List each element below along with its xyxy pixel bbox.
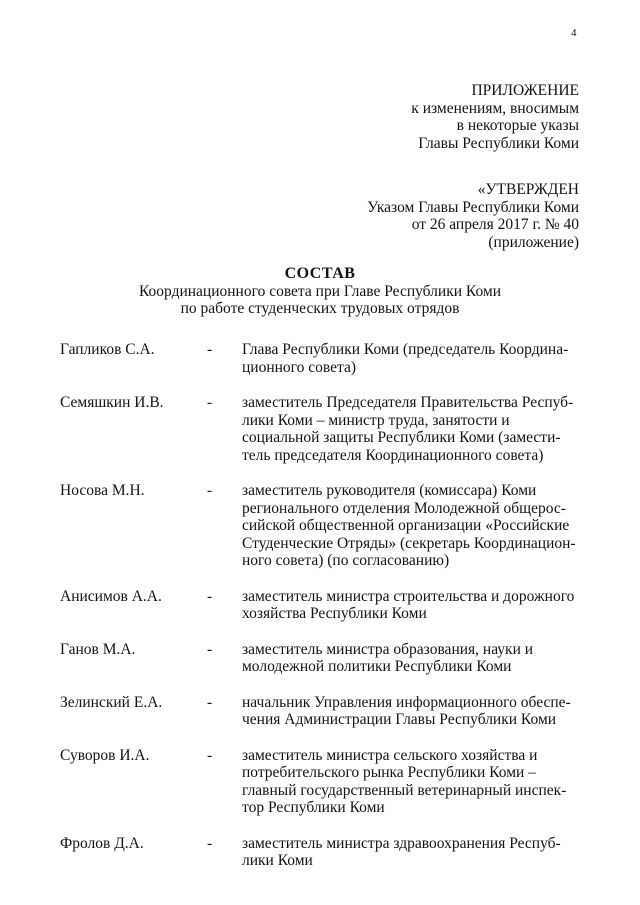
member-dash: -: [207, 640, 213, 658]
member-name: Носова М.Н.: [60, 482, 145, 499]
member-row: [60, 341, 578, 376]
appendix-heading: ПРИЛОЖЕНИЕ: [471, 82, 579, 99]
appendix-line: Главы Республики Коми: [418, 134, 579, 152]
document-title: СОСТАВ: [284, 265, 356, 282]
approved-line: (приложение): [488, 233, 579, 251]
member-name: Гапликов С.А.: [60, 341, 155, 358]
member-role-line: сийской общественной организации «Российские: [242, 517, 570, 534]
member-name: Фролов Д.А.: [60, 834, 144, 852]
approved-block: [367, 181, 579, 251]
member-dash: -: [207, 834, 213, 852]
member-row: [60, 641, 578, 676]
member-role-line: хозяйства Республики Коми: [242, 605, 427, 622]
approved-heading: «УТВЕРЖДЕН: [477, 181, 579, 198]
member-role: [242, 394, 578, 464]
member-role-line: ного совета) (по согласованию): [242, 552, 450, 569]
member-role-line: тор Республики Коми: [242, 799, 385, 816]
document-subtitle: Координационного совета при Главе Республики Коми: [138, 282, 502, 300]
member-dash: -: [207, 587, 213, 605]
member-role-line: Студенческие Отряды» (секретарь Координацион-: [242, 534, 576, 552]
member-role-line: главный государственный ветеринарный инспек-: [242, 781, 567, 799]
member-dash: -: [207, 394, 213, 411]
member-role: [242, 747, 578, 817]
member-row: [60, 394, 578, 464]
member-role-line: заместитель руководителя (комиссара) Коми: [242, 482, 537, 499]
member-role: [242, 341, 578, 376]
document-subtitle: по работе студенческих трудовых отрядов: [180, 300, 460, 317]
member-row: [60, 835, 578, 870]
member-dash: -: [207, 746, 213, 764]
member-role-line: заместитель министра образования, науки и: [242, 640, 534, 658]
member-role-line: молодежной политики Республики Коми: [242, 658, 512, 675]
member-name: Ганов М.А.: [60, 640, 136, 658]
page-number: 4: [571, 27, 577, 39]
member-dash: -: [207, 482, 213, 499]
member-role-line: Глава Республики Коми (председатель Координа-: [242, 341, 569, 358]
member-role-line: социальной защиты Республики Коми (замести-: [242, 429, 561, 446]
appendix-line: в некоторые указы: [456, 117, 579, 134]
member-name: Суворов И.А.: [60, 746, 150, 764]
member-role-line: тель председателя Координационного совета): [242, 446, 544, 464]
member-role-line: заместитель министра сельского хозяйства и: [242, 746, 538, 764]
member-row: [60, 747, 578, 817]
member-role-line: потребительского рынка Республики Коми –: [242, 764, 536, 781]
member-role-line: лики Коми – министр труда, занятости и: [242, 411, 510, 429]
member-name: Семяшкин И.В.: [60, 394, 164, 411]
member-dash: -: [207, 693, 213, 711]
appendix-line: к изменениям, вносимым: [411, 99, 579, 117]
member-name: Зелинский Е.А.: [60, 693, 163, 711]
member-role-line: заместитель министра строительства и дорожного: [242, 587, 575, 605]
member-row: [60, 482, 578, 570]
member-role: [242, 641, 578, 676]
appendix-block: [411, 82, 579, 152]
member-role-line: лики Коми: [242, 852, 313, 869]
member-role-line: чения Администрации Главы Республики Коми: [242, 711, 557, 728]
member-role-line: заместитель Председателя Правительства Респуб-: [242, 394, 574, 411]
member-row: [60, 694, 578, 729]
member-role-line: регионального отделения Молодежной общерос-: [242, 499, 566, 517]
member-dash: -: [207, 341, 213, 358]
approved-line: Указом Главы Республики Коми: [367, 198, 579, 216]
approved-line: от 26 апреля 2017 г. № 40: [411, 216, 579, 233]
member-role: [242, 482, 578, 570]
member-role: [242, 588, 578, 623]
member-role-line: начальник Управления информационного обеспе-: [242, 693, 571, 711]
document-title-block: [0, 265, 640, 318]
member-name: Анисимов А.А.: [60, 587, 162, 605]
members-list: [60, 341, 578, 888]
member-role-line: ционного совета): [242, 358, 357, 376]
member-role: [242, 835, 578, 870]
member-row: [60, 588, 578, 623]
member-role: [242, 694, 578, 729]
member-role-line: заместитель министра здравоохранения Респуб-: [242, 834, 561, 852]
